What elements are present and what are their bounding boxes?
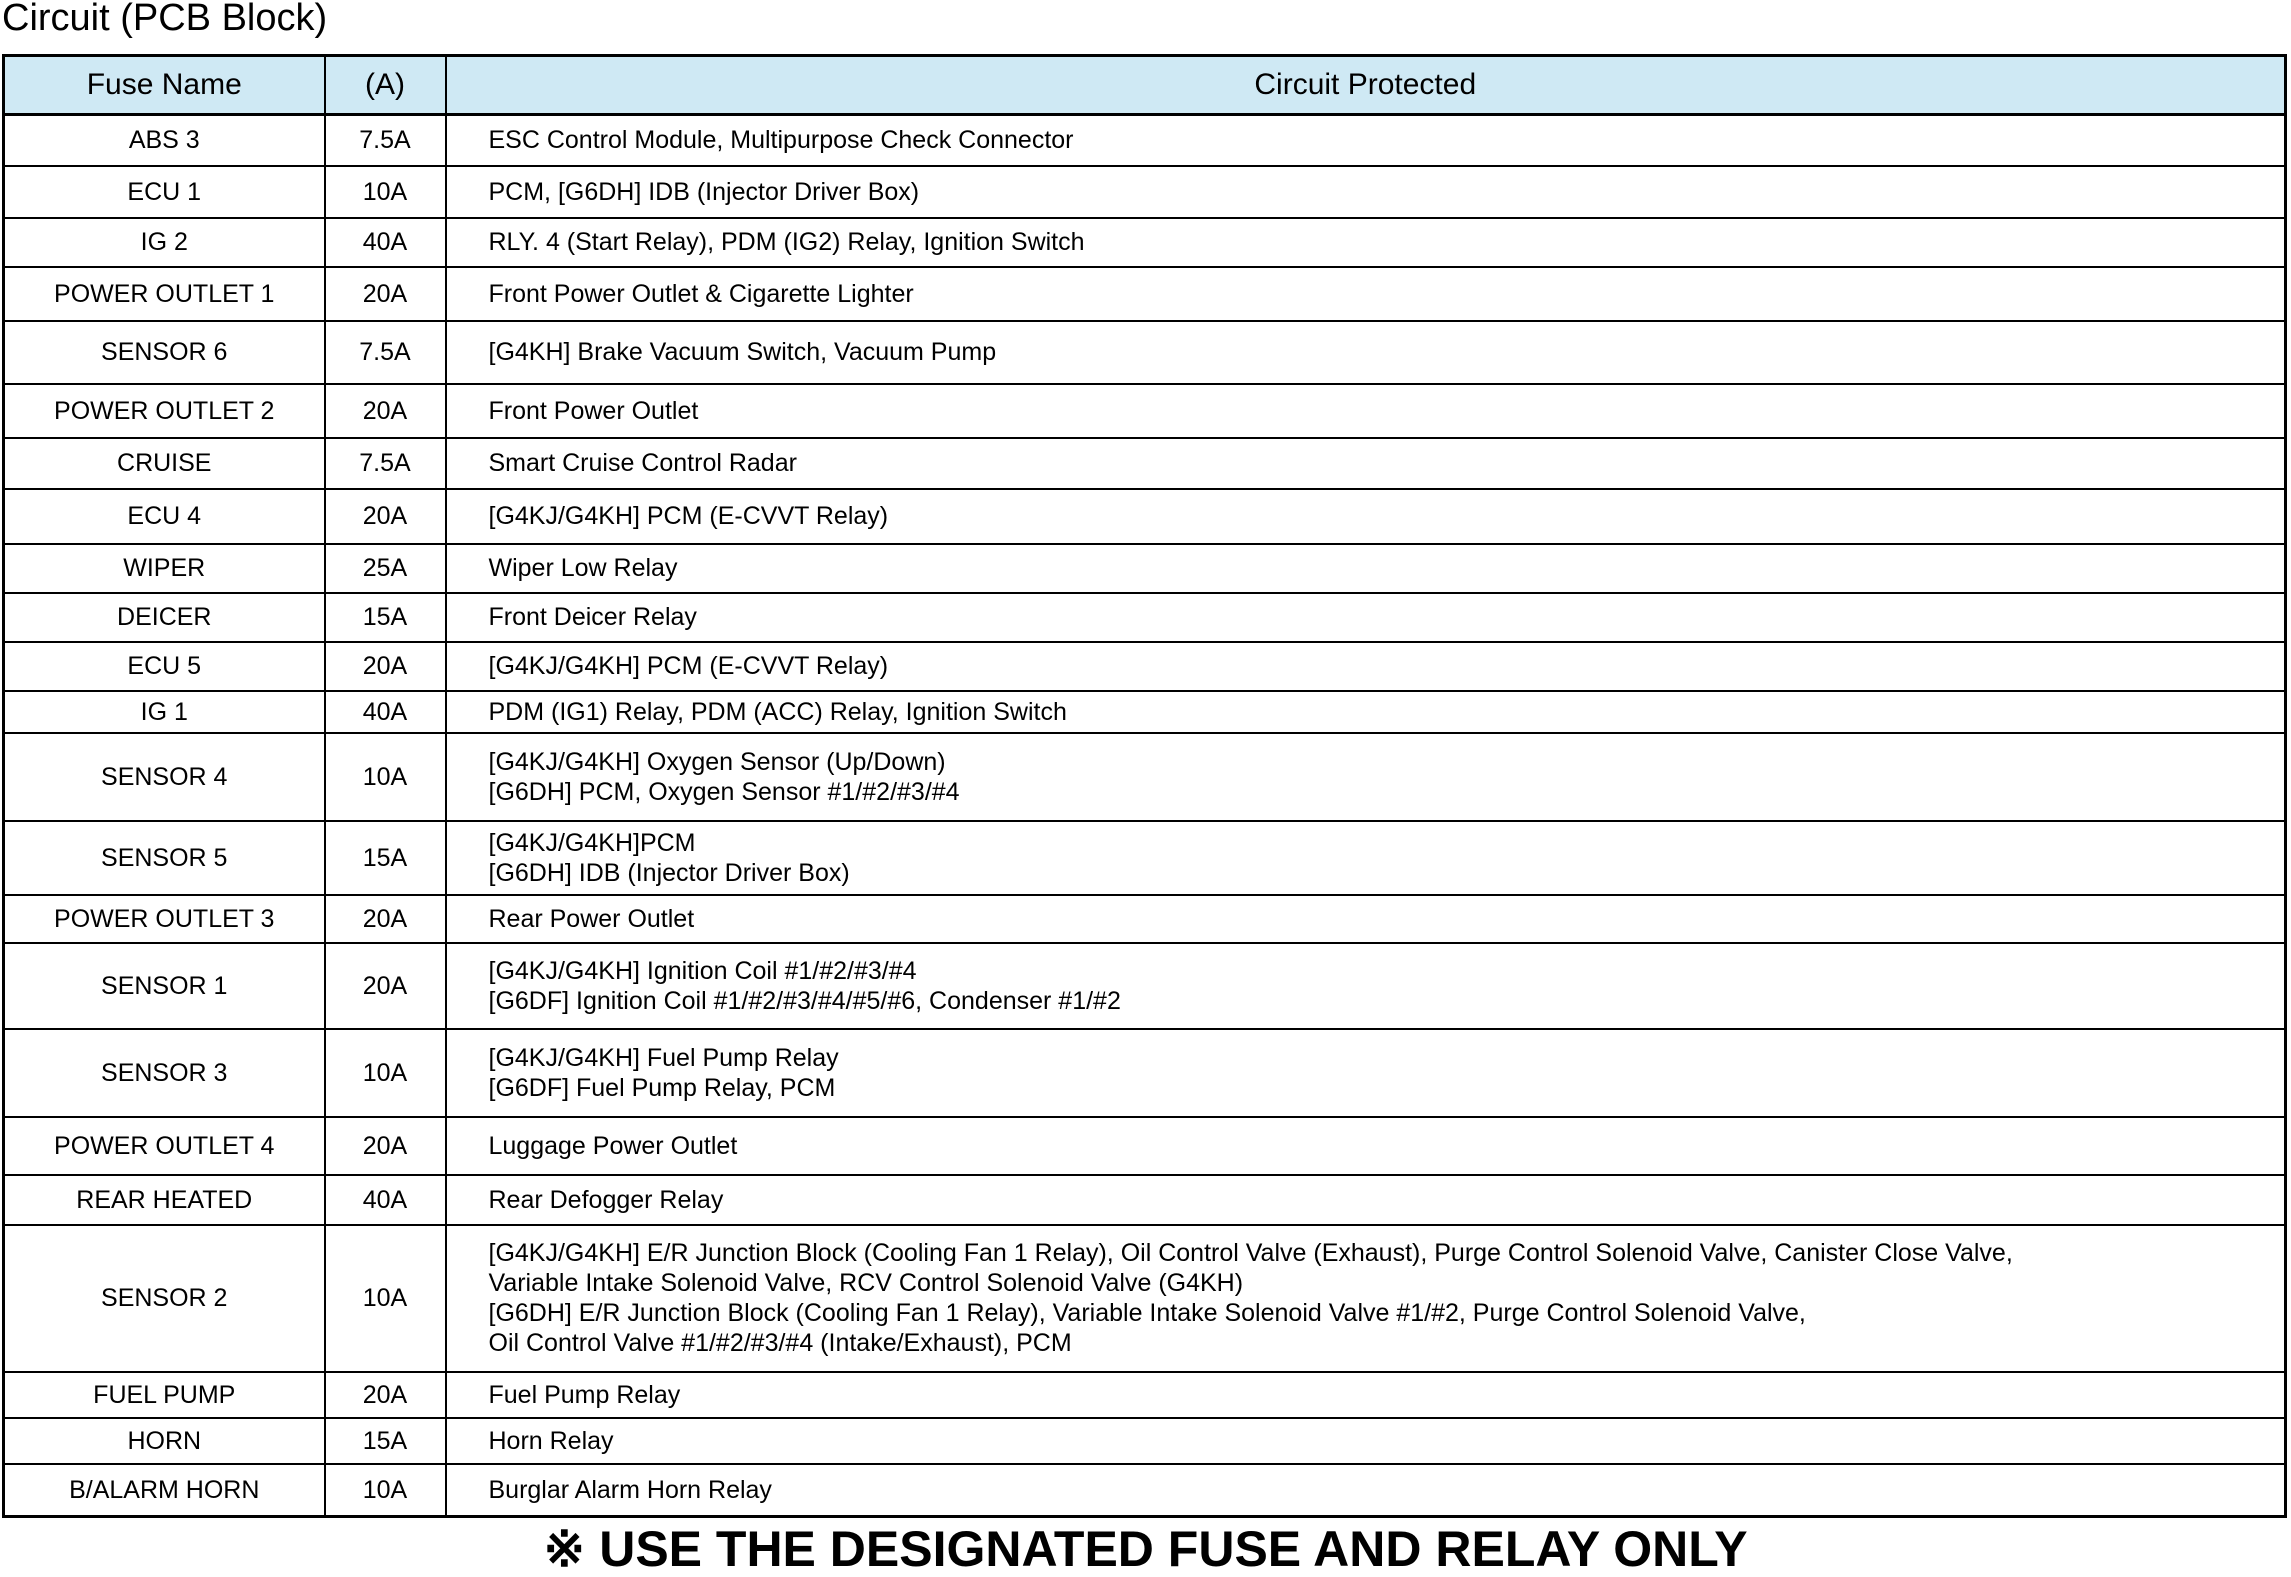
circuit-protected: Rear Power Outlet	[446, 895, 2286, 943]
circuit-protected: [G4KJ/G4KH] PCM (E-CVVT Relay)	[446, 489, 2286, 544]
fuse-name: HORN	[4, 1418, 325, 1464]
fuse-ampere: 15A	[325, 593, 446, 642]
table-row	[4, 1175, 2286, 1225]
circuit-protected: [G4KJ/G4KH] Oxygen Sensor (Up/Down) [G6DH] PCM, Oxygen Sensor #1/#2/#3/#4	[446, 733, 2286, 821]
fuse-name: DEICER	[4, 593, 325, 642]
fuse-name: SENSOR 4	[4, 733, 325, 821]
table-row	[4, 166, 2286, 218]
fuse-ampere: 10A	[325, 733, 446, 821]
fuse-ampere: 15A	[325, 821, 446, 895]
fuse-ampere: 20A	[325, 943, 446, 1029]
fuse-name: SENSOR 1	[4, 943, 325, 1029]
header-fuse-name: Fuse Name	[4, 56, 325, 115]
fuse-name: SENSOR 3	[4, 1029, 325, 1117]
fuse-name: ABS 3	[4, 115, 325, 166]
fuse-name: SENSOR 2	[4, 1225, 325, 1372]
fuse-ampere: 20A	[325, 1372, 446, 1418]
table-row	[4, 733, 2286, 821]
table-header-row	[4, 56, 2286, 115]
fuse-ampere: 20A	[325, 895, 446, 943]
table-row	[4, 593, 2286, 642]
table-row	[4, 489, 2286, 544]
fuse-ampere: 7.5A	[325, 321, 446, 384]
circuit-protected: Rear Defogger Relay	[446, 1175, 2286, 1225]
designated-fuse-warning: ※ USE THE DESIGNATED FUSE AND RELAY ONLY	[543, 1521, 1748, 1577]
table-row	[4, 1225, 2286, 1372]
circuit-protected: [G4KJ/G4KH] Fuel Pump Relay [G6DF] Fuel Pump Relay, PCM	[446, 1029, 2286, 1117]
fuse-name: B/ALARM HORN	[4, 1464, 325, 1517]
table-row	[4, 943, 2286, 1029]
fuse-name: SENSOR 5	[4, 821, 325, 895]
fuse-ampere: 15A	[325, 1418, 446, 1464]
fuse-ampere: 10A	[325, 166, 446, 218]
circuit-protected: Smart Cruise Control Radar	[446, 438, 2286, 489]
circuit-protected: Luggage Power Outlet	[446, 1117, 2286, 1175]
fuse-name: SENSOR 6	[4, 321, 325, 384]
circuit-protected: Front Power Outlet	[446, 384, 2286, 438]
circuit-protected: ESC Control Module, Multipurpose Check Connector	[446, 115, 2286, 166]
fuse-name: IG 2	[4, 218, 325, 267]
circuit-protected: Horn Relay	[446, 1418, 2286, 1464]
table-row	[4, 321, 2286, 384]
circuit-protected: [G4KJ/G4KH] PCM (E-CVVT Relay)	[446, 642, 2286, 691]
table-row	[4, 1372, 2286, 1418]
table-row	[4, 218, 2286, 267]
table-row	[4, 691, 2286, 733]
table-row	[4, 895, 2286, 943]
header-circuit-protected: Circuit Protected	[446, 56, 2286, 115]
table-body	[4, 115, 2286, 1517]
fuse-ampere: 40A	[325, 691, 446, 733]
circuit-protected: [G4KJ/G4KH] E/R Junction Block (Cooling Fan 1 Relay), Oil Control Valve (Exhaust), Purge Control Solenoid Valve, Canister Close Valve, Variable Intake Solenoid Valve, RCV Control Solenoid Valve (G4KH) [G6DH] E/R Junction Block (Cooling Fan 1 Relay), Variable Intake Solenoid Valve #1/#2, Purge Control Solenoid Valve, Oil Control Valve #1/#2/#3/#4 (Intake/Exhaust), PCM	[446, 1225, 2286, 1372]
circuit-protected: [G4KH] Brake Vacuum Switch, Vacuum Pump	[446, 321, 2286, 384]
fuse-name: POWER OUTLET 4	[4, 1117, 325, 1175]
circuit-protected: Burglar Alarm Horn Relay	[446, 1464, 2286, 1517]
table-row	[4, 1117, 2286, 1175]
fuse-table	[2, 54, 2287, 1518]
table-row	[4, 1418, 2286, 1464]
table-row	[4, 642, 2286, 691]
table-row	[4, 438, 2286, 489]
fuse-name: POWER OUTLET 1	[4, 267, 325, 321]
fuse-ampere: 25A	[325, 544, 446, 593]
fuse-ampere: 7.5A	[325, 438, 446, 489]
fuse-name: POWER OUTLET 2	[4, 384, 325, 438]
circuit-protected: Front Deicer Relay	[446, 593, 2286, 642]
fuse-name: IG 1	[4, 691, 325, 733]
fuse-ampere: 10A	[325, 1225, 446, 1372]
circuit-protected: Wiper Low Relay	[446, 544, 2286, 593]
fuse-name: ECU 1	[4, 166, 325, 218]
fuse-ampere: 10A	[325, 1464, 446, 1517]
circuit-protected: [G4KJ/G4KH] Ignition Coil #1/#2/#3/#4 [G6DF] Ignition Coil #1/#2/#3/#4/#5/#6, Condenser #1/#2	[446, 943, 2286, 1029]
circuit-protected: PCM, [G6DH] IDB (Injector Driver Box)	[446, 166, 2286, 218]
fuse-ampere: 20A	[325, 267, 446, 321]
fuse-ampere: 20A	[325, 1117, 446, 1175]
header-ampere: (A)	[325, 56, 446, 115]
table-row	[4, 821, 2286, 895]
fuse-name: FUEL PUMP	[4, 1372, 325, 1418]
circuit-protected: [G4KJ/G4KH]PCM [G6DH] IDB (Injector Driver Box)	[446, 821, 2286, 895]
page-title: Circuit (PCB Block)	[2, 0, 328, 39]
table-row	[4, 1029, 2286, 1117]
fuse-ampere: 20A	[325, 384, 446, 438]
fuse-ampere: 40A	[325, 1175, 446, 1225]
fuse-name: CRUISE	[4, 438, 325, 489]
table-row	[4, 384, 2286, 438]
circuit-protected: PDM (IG1) Relay, PDM (ACC) Relay, Ignition Switch	[446, 691, 2286, 733]
fuse-name: ECU 4	[4, 489, 325, 544]
fuse-name: ECU 5	[4, 642, 325, 691]
fuse-name: WIPER	[4, 544, 325, 593]
circuit-protected: Fuel Pump Relay	[446, 1372, 2286, 1418]
fuse-name: REAR HEATED	[4, 1175, 325, 1225]
table-row	[4, 267, 2286, 321]
fuse-ampere: 7.5A	[325, 115, 446, 166]
table-row	[4, 115, 2286, 166]
fuse-ampere: 20A	[325, 489, 446, 544]
circuit-protected: Front Power Outlet & Cigarette Lighter	[446, 267, 2286, 321]
table-row	[4, 544, 2286, 593]
circuit-protected: RLY. 4 (Start Relay), PDM (IG2) Relay, Ignition Switch	[446, 218, 2286, 267]
table-row	[4, 1464, 2286, 1517]
fuse-ampere: 10A	[325, 1029, 446, 1117]
fuse-name: POWER OUTLET 3	[4, 895, 325, 943]
fuse-ampere: 40A	[325, 218, 446, 267]
fuse-ampere: 20A	[325, 642, 446, 691]
